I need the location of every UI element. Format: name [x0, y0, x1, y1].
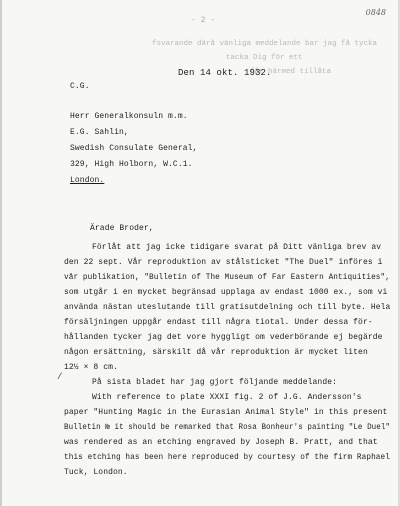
bleed-through-line: får härmed tillåta	[250, 68, 332, 76]
address-line: E.G. Sahlin,	[70, 128, 129, 137]
address-line: 329, High Holborn, W.C.1.	[70, 160, 193, 169]
address-line: Swedish Consulate General,	[70, 144, 198, 153]
body-line: På sista bladet har jag gjort följande meddelande:	[92, 378, 338, 387]
bleed-through-line: tacka Dig för ett	[226, 54, 303, 62]
body-line: With reference to plate XXXI fig. 2 of J.G. Andersson's	[92, 393, 362, 402]
margin-mark: /	[57, 372, 63, 382]
salutation: Ärade Broder,	[90, 224, 154, 233]
address-line: Herr Generalkonsuln m.m.	[70, 112, 188, 121]
page-edge-left	[0, 0, 2, 506]
body-line: hållanden tycker jag det vore hyggligt om vederbörande ej begärde	[64, 333, 383, 342]
bleed-through-line: fsvarande därå vänliga meddelande bar jag få tycka	[152, 40, 378, 48]
body-line: Bulletin № it should be remarked that Rosa Bonheur's painting "Le Duel"	[64, 423, 391, 432]
letter-date: Den 14 okt. 1932.	[178, 68, 272, 78]
body-line: 12½ × 8 cm.	[64, 363, 118, 372]
address-city: London.	[70, 176, 105, 185]
body-line: försäljningen uppgår endast till några tiotal. Under dessa för-	[64, 318, 373, 327]
body-line: Tuck, London.	[64, 468, 128, 477]
reference-number: 0848	[365, 8, 386, 17]
page-number: - 2 -	[191, 16, 216, 25]
body-line: paper "Hunting Magic in the Eurasian Animal Style" in this present	[64, 408, 388, 417]
body-line: någon ersättning, särskilt då vår reproduktion är mycket liten	[64, 348, 368, 357]
body-line: vår publikation, "Bulletin of The Museum of Far Eastern Antiquities",	[64, 273, 390, 282]
body-line: Förlåt att jag icke tidigare svarat på Ditt vänliga brev av	[92, 243, 382, 252]
body-line: använda nästan uteslutande till gratisutdelning och till byte. Hela	[64, 303, 391, 312]
body-line: som utgår i en mycket begränsad upplaga av endast 1000 ex., som vi	[64, 288, 388, 297]
sender-initials: C.G.	[70, 82, 90, 91]
body-line: den 22 sept. Vår reproduktion av stålsticket "The Duel" införes i	[64, 258, 383, 267]
body-line: was rendered as an etching engraved by Joseph B. Pratt, and that	[64, 438, 378, 447]
body-line: this etching has been here reproduced by courtesy of the firm Raphael	[64, 453, 390, 462]
